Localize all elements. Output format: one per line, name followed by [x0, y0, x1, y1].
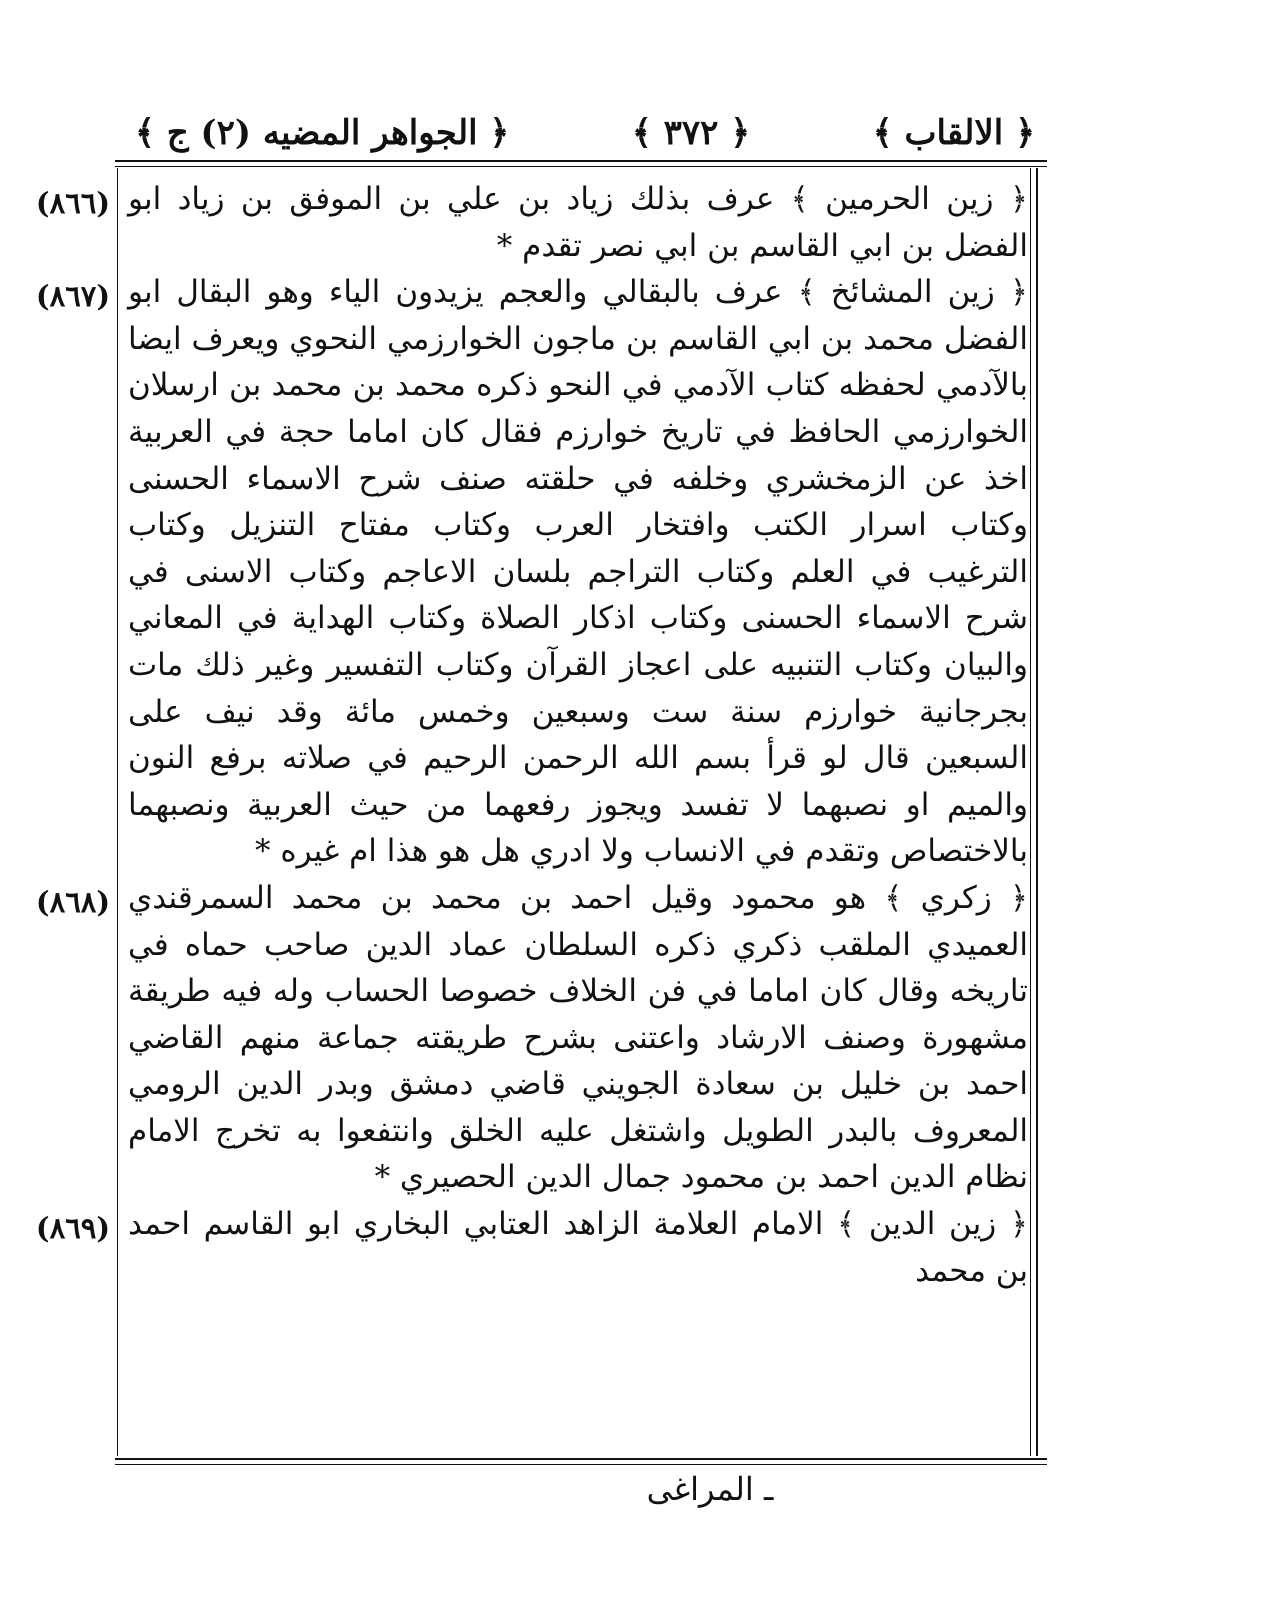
page-body — [35, 176, 1028, 1294]
entry-number: (٨٦٧) — [35, 279, 111, 314]
section-title: ﴿ الالقاب ﴾ — [872, 112, 1035, 153]
catchword: ـ المراغى — [646, 1470, 774, 1508]
entry-867 — [35, 269, 1028, 875]
entry-866 — [35, 176, 1028, 269]
entry-number: (٨٦٦) — [35, 186, 111, 220]
entry-number: (٨٦٩) — [35, 1211, 111, 1246]
footer-rule-bottom — [115, 1464, 1047, 1465]
header-rule-top — [115, 160, 1047, 162]
entry-text: ﴿ زين الدين ﴾ الامام العلامة الزاهد العتابي البخاري ابو القاسم احمد بن محمد — [128, 1206, 1028, 1289]
entry-text: ﴿ زين الحرمين ﴾ عرف بذلك زياد بن علي بن الموفق بن زياد ابو الفضل بن ابي القاسم بن ابي نصر تقدم * — [128, 181, 1028, 264]
entry-number: (٨٦٨) — [35, 884, 111, 919]
entry-868 — [35, 875, 1028, 1201]
entry-869 — [35, 1201, 1028, 1294]
header-rule-bottom — [115, 166, 1047, 167]
entry-text: ﴿ زكري ﴾ هو محمود وقيل احمد بن محمد بن محمد السمرقندي العميدي الملقب ذكري ذكره السلطان عماد الدين صاحب حماه في تاريخه وقال كان اماما في فن الخلاف خصوصا الحساب وله فيه طريقة مشهورة وصنف الارشاد واعتنى بشرح طريقته جماعة منهم القاضي احمد بن خليل بن سعادة الجويني قاضي دمشق وبدر الدين الرومي المعروف بالبدر الطويل واشتغل عليه الخلق وانتفعوا به تخرج الامام نظام الدين احمد بن محمود جمال الدين الحصيري * — [128, 879, 1028, 1196]
margin-line-left — [117, 168, 118, 1456]
running-header — [135, 108, 1035, 156]
page-number: ﴿ ٣٧٢ ﴾ — [631, 112, 751, 153]
margin-line-outer — [1036, 168, 1038, 1456]
book-title: ﴿ الجواهر المضيه (٢) ج ﴾ — [135, 112, 510, 153]
margin-line-inner — [1030, 168, 1031, 1456]
footer-rule-top — [115, 1458, 1047, 1460]
entry-text: ﴿ زين المشائخ ﴾ عرف بالبقالي والعجم يزيدون الياء وهو البقال ابو الفضل محمد بن ابي القاسم بن ماجون الخوارزمي النحوي ويعرف ايضا بالآدمي لحفظه كتاب الآدمي في النحو ذكره محمد بن محمد بن ارسلان الخوارزمي الحافظ في تاريخ خوارزم فقال كان اماما حجة في العربية اخذ عن الزمخشري وخلفه في حلقته صنف شرح الاسماء الحسنى وكتاب اسرار الكتب وافتخار العرب وكتاب مفتاح التنزيل وكتاب الترغيب في العلم وكتاب التراجم بلسان الاعاجم وكتاب الاسنى في شرح الاسماء الحسنى وكتاب اذكار الصلاة وكتاب الهداية في المعاني والبيان وكتاب التنبيه على اعجاز القرآن وكتاب التفسير وغير ذلك مات بجرجانية خوارزم سنة ست وسبعين وخمس مائة وقد نيف على السبعين قال لو قرأ بسم الله الرحمن الرحيم في صلاته برفع النون والميم او نصبهما لا تفسد ويجوز رفعهما من حيث العربية ونصبهما بالاختصاص وتقدم في الانساب ولا ادري هل هو هذا ام غيره * — [128, 274, 1028, 870]
